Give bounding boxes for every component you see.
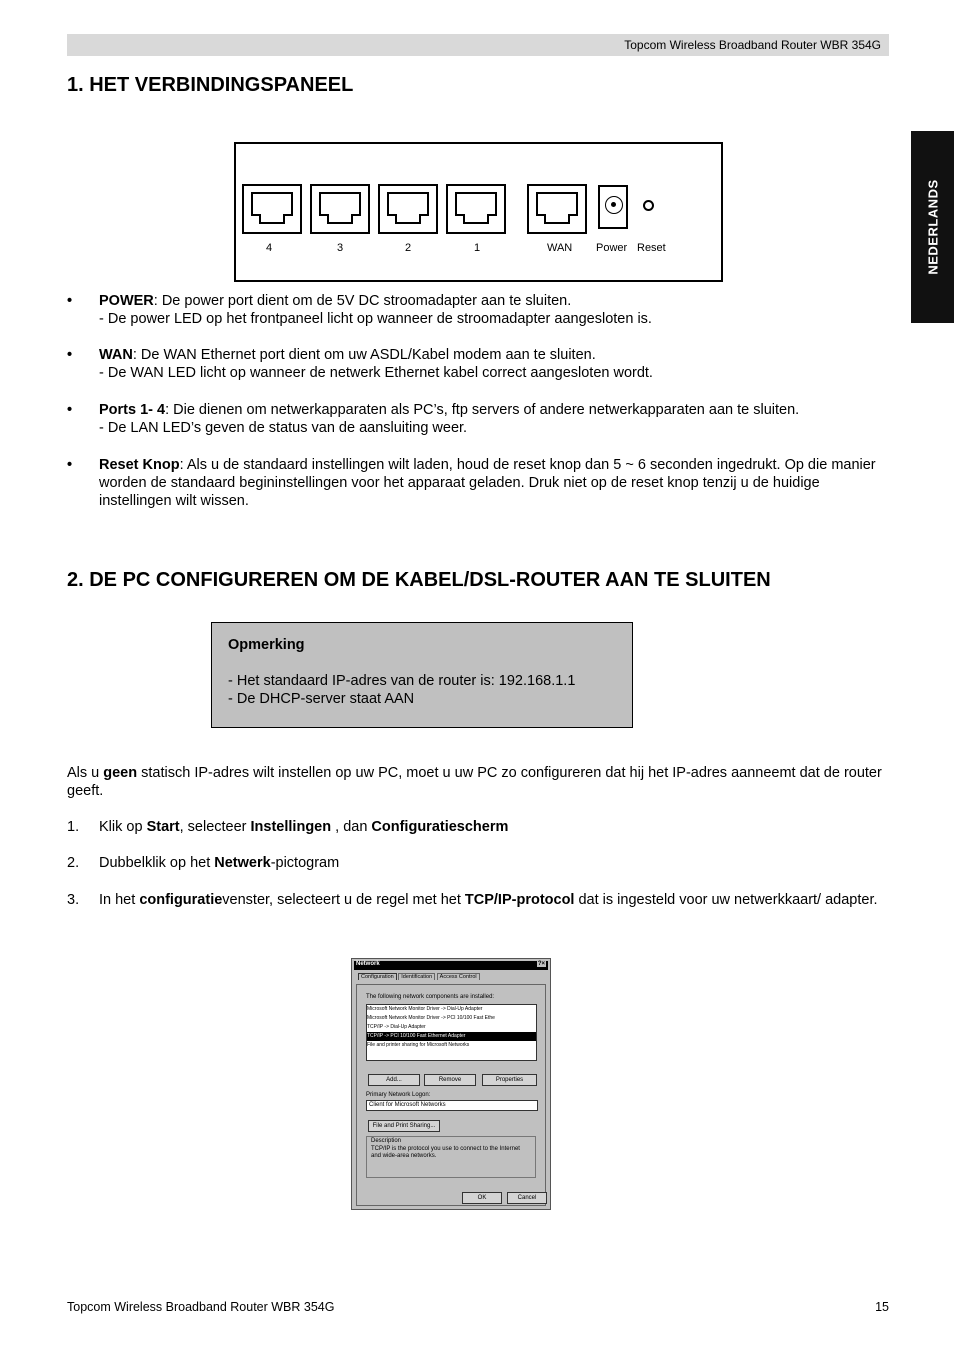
bullet-wan: • WAN: De WAN Ethernet port dient om uw ASDL/Kabel modem aan te sluiten. - De WAN LED licht op wanneer de netwerk Ethernet kabel correct aangesloten wordt. [67,347,653,381]
step-1 [67,818,889,836]
intro-text: Als u [67,765,104,781]
logon-select[interactable]: Client for Microsoft Networks [366,1100,538,1111]
properties-button[interactable]: Properties [482,1074,537,1086]
reset-hole-icon [643,200,654,211]
components-list[interactable] [366,1004,537,1061]
dialog-title: Network [356,961,380,967]
note-line: - De DHCP-server staat AAN [228,691,415,707]
bullet-line2: - De power LED op het frontpaneel licht op wanneer de stroomadapter aangesloten is. [99,311,652,327]
tab-configuration[interactable]: Configuration [358,973,397,980]
port-3 [310,184,370,234]
bullet-line2: - De LAN LED’s geven de status van de aansluiting weer. [99,420,468,436]
step-text: Klik op [99,819,147,835]
header-bar [67,34,889,56]
bullet-line2: - De WAN LED licht op wanneer de netwerk Ethernet kabel correct aangesloten wordt. [99,365,653,381]
step-text: In het [99,892,140,908]
step-number: 2. [67,855,80,871]
note-box [211,622,633,728]
step-number: 3. [67,892,80,908]
footer [67,1300,889,1314]
port-label: 1 [474,242,481,254]
logon-label: Primary Network Logon: [366,1092,431,1098]
header-title: Topcom Wireless Broadband Router WBR 354G [624,38,881,52]
dialog-titlebar [354,961,548,970]
list-item-selected[interactable]: TCP/IP -> PCI 10/100 Fast Ethernet Adapter [367,1032,536,1041]
port-label: 4 [266,242,273,254]
tab-identification[interactable]: Identification [398,973,435,980]
bullet-text: : Als u de standaard instellingen wilt laden, houd de reset knop dan 5 ~ 6 seconden ingedrukt. Op die manier worden de standaard begininstellingen voor het apparaat geladen. Druk niet op de reset knop tenzij u de huidige instellingen wilt wissen. [99,457,876,509]
bullet-text: : De WAN Ethernet port dient om uw ASDL/Kabel modem aan te sluiten. [132,347,596,363]
power-jack-icon [598,185,628,229]
list-item[interactable]: TCP/IP -> Dial-Up Adapter [367,1024,426,1030]
bullet-term: Reset Knop [99,457,180,473]
list-item[interactable]: File and printer sharing for Microsoft Networks [367,1042,470,1048]
page-number: 15 [875,1300,889,1314]
add-button[interactable]: Add... [368,1074,420,1086]
footer-title: Topcom Wireless Broadband Router WBR 354G [67,1300,335,1314]
description-text: TCP/IP is the protocol you use to connect to the Internet and wide-area networks. [371,1146,520,1159]
close-icon[interactable]: ?× [537,961,545,967]
step-bold: Netwerk [214,855,271,871]
bullet-text: : De power port dient om de 5V DC stroomadapter aan te sluiten. [153,293,572,309]
bullet-power: • POWER: De power port dient om de 5V DC stroomadapter aan te sluiten. - De power LED op het frontpaneel licht op wanneer de stroomadapter aangesloten is. [67,293,652,327]
intro-text: statisch IP-adres wilt instellen op uw PC, moet u uw PC zo configureren dat hij het IP-adres aanneemt dat de router geeft. [67,765,882,799]
language-tab-label: NEDERLANDS [925,179,940,275]
port-2 [378,184,438,234]
port-label: 2 [405,242,412,254]
step-bold: TCP/IP-protocol [464,892,575,908]
step-text: , selecteer [179,819,251,835]
step-bold: configuratie [139,892,223,908]
step-text: , dan [331,819,372,835]
power-label: Power [596,242,628,254]
section-1-title: 1. HET VERBINDINGSPANEEL [67,74,354,96]
note-line: - Het standaard IP-adres van de router is: 192.168.1.1 [228,673,576,689]
bullet-term: Ports 1- 4 [99,402,166,418]
bullet-term: WAN [99,347,133,363]
ok-button[interactable]: OK [462,1192,502,1204]
section-2-title: 2. DE PC CONFIGUREREN OM DE KABEL/DSL-ROUTER AAN TE SLUITEN [67,569,771,591]
port-wan [527,184,587,234]
step-2 [67,854,889,872]
step-text: Dubbelklik op het [99,855,215,871]
bullet-ports: • Ports 1- 4: Die dienen om netwerkapparaten als PC’s, ftp servers of andere netwerkapparaten aan te sluiten. - De LAN LED’s geven de status van de aansluiting weer. [67,402,800,436]
reset-label: Reset [637,242,666,254]
bullet-text: : Die dienen om netwerkapparaten als PC’s, ftp servers of andere netwerkapparaten aan te sluiten. [165,402,800,418]
step-3 [67,891,889,909]
list-item[interactable]: Microsoft Network Monitor Driver -> Dial-Up Adapter [367,1006,483,1012]
description-label: Description [371,1138,402,1144]
step-number: 1. [67,819,80,835]
bullet-reset: • Reset Knop: Als u de standaard instellingen wilt laden, houd de reset knop dan 5 ~ 6 seconden ingedrukt. Op die manier worden de standaard begininstellingen voor het apparaat geladen. Druk niet op de reset knop tenzij u de huidige instellingen wilt wissen. [67,457,876,509]
network-dialog-screenshot [351,958,551,1210]
remove-button[interactable]: Remove [424,1074,476,1086]
list-label: The following network components are installed: [366,994,495,1000]
step-text: venster, selecteert u de regel met het [222,892,465,908]
intro-bold: geen [103,765,138,781]
note-title: Opmerking [228,637,305,653]
port-label: 3 [337,242,344,254]
language-tab [911,131,954,323]
bullet-term: POWER [99,293,154,309]
tab-access-control[interactable]: Access Control [437,973,480,980]
wan-label: WAN [547,242,573,254]
step-bold: Start [146,819,180,835]
description-group [366,1136,536,1178]
step-bold: Instellingen [250,819,332,835]
file-print-sharing-button[interactable]: File and Print Sharing... [368,1120,440,1132]
list-item[interactable]: Microsoft Network Monitor Driver -> PCI 10/100 Fast Ethe [367,1015,495,1021]
cancel-button[interactable]: Cancel [507,1192,547,1204]
intro-paragraph [67,764,889,800]
port-4 [242,184,302,234]
step-text: -pictogram [270,855,340,871]
connection-panel-diagram [234,142,723,282]
port-1 [446,184,506,234]
step-bold: Configuratiescherm [371,819,509,835]
step-text: dat is ingesteld voor uw netwerkkaart/ adapter. [574,892,878,908]
